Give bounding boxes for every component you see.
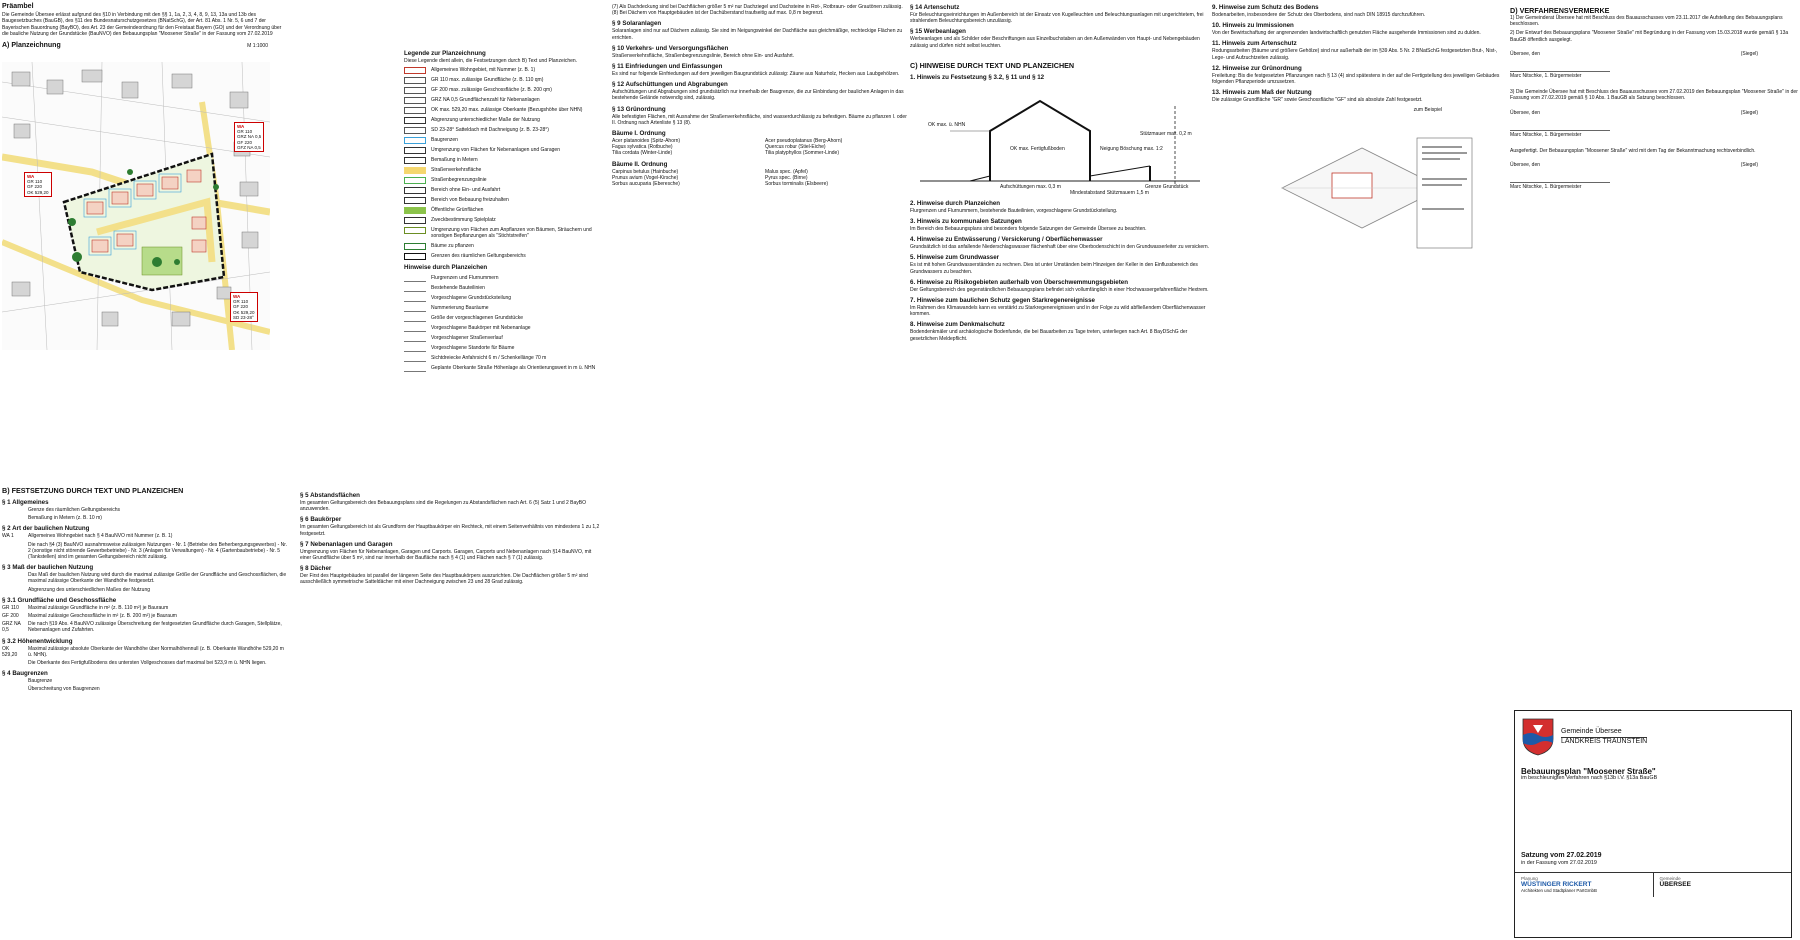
legend-hint-label: Geplante Oberkante Straße Höhenlage als Orientierungswert in m ü. NHN [431, 364, 596, 371]
district-name: LANDKREIS TRAUNSTEIN [1561, 737, 1648, 745]
section-row [2, 587, 288, 593]
legend-item [404, 117, 599, 124]
c-title: C) HINWEISE DURCH TEXT UND PLANZEICHEN [910, 60, 1075, 70]
plan-name: Bebauungsplan "Moosener Straße" [1521, 767, 1656, 776]
section-row [2, 605, 288, 611]
legend-symbol [404, 67, 426, 74]
section-text: Der First des Hauptgebäudes ist parallel der längeren Seite des Hauptbaukörpers auszurichten. Die Dachflächen größer 5 m² sind ausschließlich symmetrische Satteldächer mit einer Dachneigung zwischen 23 und 28 Grad zulässig. [300, 573, 588, 586]
row-key: WA 1 [2, 533, 14, 540]
legend-item [404, 217, 599, 224]
legend-item [404, 87, 599, 94]
legend-label: Bereich ohne Ein- und Ausfahrt [431, 187, 501, 194]
legend-item [404, 167, 599, 174]
procedure-para-2: 2) Der Entwurf des Bebauungsplans "Moosener Straße" mit Begründung in der Fassung vom 15.03.2018 wurde gemäß § 13a BauGB öffentlich ausgelegt. [1510, 30, 1789, 43]
legend-hint-label: Vorgeschlagene Standorte für Bäume [431, 344, 515, 351]
hint-heading: 11. Hinweis zum Artenschutz [1212, 40, 1297, 48]
legend-hint [404, 295, 599, 302]
hint-text: Flurgrenzen und Flurnummern, bestehende Bauteilinien, vorgeschlagene Grundstücksteilung. [910, 207, 1118, 214]
satzung-date: Satzung vom 27.02.2019 [1521, 852, 1602, 860]
legend-symbol [404, 177, 426, 184]
row-text: Bemaßung in Metern (z. B. 10 m) [28, 515, 102, 522]
hint-text: Im Rahmen des Klimawandels kann es verstärkt zu Starkregenereignissen und in der Folge zu wild abfließendem Oberflächenwasser kommen. [910, 305, 1206, 318]
legend-symbol [404, 227, 426, 234]
section-row [2, 572, 288, 584]
legend-hint-symbol [404, 365, 426, 372]
legend-symbol [404, 127, 426, 134]
column-3: (7) Als Dachdeckung sind bei Dachflächen größer 5 m² nur Dachziegel und Dachsteine in Rot-, Rotbraun- oder Grautönen zulässig. (8) Bei Dächern von Hauptgebäuden ist der Dachüberstand traufseitig auf max. 0,8 m begrenzt. § 9 Solaranlagen Solaranlagen sind nur auf Dächern zulässig. Sie sind im Neigungswinkel der Dachfläche aus gleichmäßige, rechteckige Flächen zu errichten. § 10 Verkehrs- und Versorgungsflächen Straßenverkehrsfläche, Straßenbegrenzungslinie, Bereich ohne Ein- und Ausfahrt. § 11 Einfriedungen und Einfassungen Es sind nur folgende Einfriedungen auf dem jeweiligen Baugrundstück zulässig: Zäune aus Naturholz, Hecken aus Laubgehölzen. § 12 Aufschüttungen und Abgrabungen Aufschüttungen und Abgrabungen sind grundsätzlich nur innerhalb der Baugrenze, die zur Einbindung der baulichen Anlagen in das bestehende Gelände notwendig sind, zulässig. § 13 Grünordnung Alle befestigten Flächen, mit Ausnahme der Straßenverkehrsfläche, sind wasserdurchlässig zu befestigen. Bäume zu pflanzen I. oder II. Ordnung nach Artenliste § 13 (8). Bäume I. Ordnung Acer platanoides (Spitz-Ahorn) Acer pseudoplatanus (Berg-Ahorn) Fagus sylvatica (Rotbuche) Quercus robur (Stiel-Eiche) Tilia cordata (Winter-Linde) Tilia platyphyllos (Sommer-Linde) Bäume II. Ordnung Carpinus betulus (Hainbuche) Malus spec. (Apfel) Prunus avium (Vogel-Kirsche) Pyrus spec. (Birne) Sorbus aucuparia (Eberesche) Sorbus torminalis (Elsbeere) [612, 0, 912, 940]
legend-label: Öffentliche Grünflächen [431, 207, 484, 214]
legend-hint-symbol [404, 295, 426, 302]
hint-text: Im Bereich des Bebauungsplans sind besonders folgende Satzungen der Gemeinde Übersee zu beachten. [910, 226, 1147, 233]
legend-hint-symbol [404, 315, 426, 322]
row-key [2, 678, 24, 684]
legend-hint [404, 315, 599, 322]
section-row [2, 621, 288, 633]
hint-heading: 2. Hinweise durch Planzeichen [910, 199, 1001, 207]
column-2-lower [300, 488, 600, 940]
section-row [2, 533, 288, 539]
legend-label: SD 23-28° Satteldach mit Dachneigung (z. B. 23-28°) [431, 127, 549, 134]
row-key: GRZ NA 0,5 [2, 621, 21, 634]
section-heading: § 11 Einfriedungen und Einfassungen [612, 63, 723, 71]
hint-heading: 10. Hinweis zu Immissionen [1212, 22, 1294, 30]
legend-symbol [404, 147, 426, 154]
row-key: GF 200 [2, 613, 19, 620]
legend-hint-symbol [404, 335, 426, 342]
legend-label: GF 200 max. zulässige Geschossfläche (z. B. 200 qm) [431, 87, 552, 94]
section-heading: § 13 Grünordnung [612, 105, 666, 113]
hint-text: Es ist mit hohen Grundwasserständen zu rechnen. Dies ist unter Umständen beim Hinzeigen der Keller in den Einflussbereich des Grundwassers zu beachten. [910, 262, 1198, 275]
section-heading: § 9 Solaranlagen [612, 20, 662, 28]
section-heading: § 2 Art der baulichen Nutzung [2, 525, 90, 533]
row-text: Überschreitung von Baugrenzen [28, 686, 100, 693]
legend-hint [404, 345, 599, 352]
hint-text: Bodendenkmäler und archäologische Bodenfunde, die bei Bauarbeiten zu Tage treten, unterliegen nach Art. 8 BayDSchG der gesetzlichen Meldepflicht. [910, 329, 1188, 342]
fassung-date: in der Fassung vom 27.02.2019 [1521, 859, 1597, 866]
legend-hint [404, 355, 599, 362]
row-text: Maximal zulässige Geschossfläche in m² (z. B. 200 m²) je Bauraum [28, 613, 177, 620]
row-key [2, 587, 24, 593]
legend-label: Straßenbegrenzungslinie [431, 177, 487, 184]
section-text: Solaranlagen sind nur auf Dächern zulässig. Sie sind im Neigungswinkel der Dachfläche aus gleichmäßige, rechteckige Flächen zu errichten. [612, 28, 903, 41]
hint-heading: 5. Hinweise zum Grundwasser [910, 254, 1000, 262]
legend-hint [404, 365, 599, 372]
legend-symbol [404, 137, 426, 144]
section-heading: § 1 Allgemeines [2, 499, 49, 506]
section-row [2, 542, 288, 561]
section-row [2, 660, 288, 666]
legend-intro: Diese Legende dient allein, die Festsetzungen durch B) Text und Planzeichen. [404, 58, 578, 64]
legend-label: GRZ NA 0,5 Grundflächenzahl für Nebenanlagen [431, 97, 540, 104]
section-text: Alle befestigten Flächen, mit Ausnahme der Straßenverkehrsfläche, sind wasserdurchlässig zu befestigen. Bäume zu pflanzen I. oder II. Ordnung nach Artenliste § 13 (8). [612, 113, 907, 126]
hint-text: Freileitung: Bis die festgesetzten Pflanzungen nach § 13 (4) sind spätestens in der auf die Fertigstellung des jeweiligen Gebäudes folgenden Pflanzperiode umzusetzen. [1212, 72, 1500, 86]
planner-name: WÜSTINGER RICKERT [1521, 881, 1592, 889]
section-heading: § 4 Baugrenzen [2, 670, 48, 678]
site-plan-map [2, 62, 270, 350]
row-key: GR 110 [2, 604, 19, 611]
row-text: Maximal zulässige Grundfläche in m² (z. B. 110 m²) je Bauraum [28, 604, 169, 611]
legend-hint-label: Vorgeschlagener Straßenverlauf [431, 334, 503, 341]
legend-label: Zweckbestimmung Spielplatz [431, 217, 496, 224]
row-text: Die Oberkante des Fertigfußbodens des untersten Vollgeschosses darf maximal bei 523,9 m ü. NHN liegen. [28, 660, 267, 667]
preamble-text: Die Gemeinde Übersee erlässt aufgrund des §10 in Verbindung mit den §§ 1, 1a, 2, 3, 4, 8, 9, 13, 13a und 13b des Baugesetzbuches (BauGB), des §11 des Bundesnaturschutzgesetzes (BNatSchG), der Art. 81 Abs. 1 Nr. 5, 6 und 7 der Bayerischen Bauordnung (BayBO), des Art. 23 der Gemeindeordnung für den Freistaat Bayern (GO) und der Verordnung über die bauliche Nutzung der Grundstücke (BauNVO) den Bebauungsplan "Moosener Straße" in der Fassung vom 27.02.2019 [2, 12, 282, 37]
wa-box-2: WA GR 110 GRZ NA 0,5 GF 220 GFZ NA 0,5 [234, 122, 264, 152]
legend-symbol [404, 253, 426, 260]
section-heading: § 12 Aufschüttungen und Abgrabungen [612, 81, 728, 89]
row-key [2, 515, 24, 521]
section-text: Straßenverkehrsfläche, Straßenbegrenzungslinie, Bereich ohne Ein- und Ausfahrt. [612, 52, 795, 59]
legend-item [404, 147, 599, 154]
section-text: Umgrenzung von Flächen für Nebenanlagen, Garagen und Carports. Garagen, Carports und Nebenanlagen nach §14 BauNVO, mit einer Grundfläche über 5 m², sind nur innerhalb der Baufläche nach § 4 (1) und Flächen nach § 7 (1) zulässig. [300, 548, 592, 562]
legend-hint-label: Nummerierung Bauräume [431, 304, 489, 311]
legend-item [404, 127, 599, 134]
legend-symbol [404, 157, 426, 164]
legend-symbol [404, 243, 426, 250]
hint-text: Von der Bewirtschaftung der angrenzenden landwirtschaftlich genutzten Fläche ausgehende Immissionen sind zu dulden. [1212, 30, 1481, 37]
hint-heading: 4. Hinweise zu Entwässerung / Versickerung / Oberflächenwasser [910, 236, 1103, 244]
legend-item [404, 253, 599, 260]
legend-symbol [404, 77, 426, 84]
legend-hint-symbol [404, 345, 426, 352]
section-heading: § 7 Nebenanlagen und Garagen [300, 540, 393, 548]
legend-label: Umgrenzung von Flächen für Nebenanlagen und Garagen [431, 147, 560, 154]
client-name: ÜBERSEE [1659, 881, 1691, 889]
legend-label: Straßenverkehrsfläche [431, 167, 482, 174]
legend-label: Bereich von Bebauung freizuhalten [431, 197, 509, 204]
plan-title: A) Planzeichnung [2, 42, 61, 50]
row-text: Maximal zulässige absolute Oberkante der Wandhöhe über Normalhöhennull (z. B. Oberkante Wandhöhe 529,20 m ü. NHN). [28, 645, 284, 658]
legend-label: Grenzen des räumlichen Geltungsbereichs [431, 252, 526, 259]
column-6: D) VERFAHRENSVERMERKE 1) Der Gemeinderat Übersee hat mit Beschluss des Bauausschusses vom 23.11.2017 die Aufstellung des Bebauungsplans beschlossen. 2) Der Entwurf des Bebauungsplans "Moosener Straße" mit Begründung in der Fassung vom 15.03.2018 wurde gemäß § 13a BauGB öffentlich ausgelegt. Übersee, den (Siegel) Marc Nitschke, 1. Bürgermeister 3) Die Gemeinde Übersee hat mit Beschluss des Bauausschusses vom 27.02.2019 den Bebauungsplan "Moosener Straße" in der Fassung vom 27.02.2019 gemäß § 10 Abs. 1 BauGB als Satzung beschlossen. Übersee, den (Siegel) Marc Nitschke, 1. Bürgermeister Ausgefertigt. Der Bebauungsplan "Moosener Straße" wird mit dem Tag der Bekanntmachung rechtsverbindlich. Übersee, den (Siegel) Marc Nitschke, 1. Bürgermeister Gemeinde Übersee LANDKREIS TRAUNSTEIN Bebauungsplan "Moosener Straße" im beschleunigten Verfahren nach §13b i.V. §13a BauGB Satzung vom 27.02.2019 in der Fassung vom 27.02.2019 Planung WÜSTINGER RICKERT Architekten und Stadtplaner PartGmbB Gemeinde ÜBERSEE [1510, 0, 1798, 940]
row-text: Grenze des räumlichen Geltungsbereichs [28, 507, 120, 513]
hint-heading: 7. Hinweise zum baulichen Schutz gegen Starkregenereignisse [910, 297, 1095, 305]
hints-title: Hinweise durch Planzeichen [404, 263, 488, 271]
species-title-2: Bäume II. Ordnung [612, 160, 668, 168]
procedure-para-1: 1) Der Gemeinderat Übersee hat mit Beschluss des Bauausschusses vom 23.11.2017 die Aufstellung des Bebauungsplans beschlossen. [1510, 15, 1783, 28]
section-text: Aufschüttungen und Abgrabungen sind grundsätzlich nur innerhalb der Baugrenze, die zur Einbindung der baulichen Anlagen in das bestehende Gelände notwendig sind, zulässig. [612, 89, 904, 102]
legend-label: GR 110 max. zulässige Grundfläche (z. B. 110 qm) [431, 77, 544, 84]
section-text: Im gesamten Geltungsbereich des Bebauungsplans sind die Regelungen zu Abstandsflächen nach Art. 6 (5) Satz 1 und 2 BayBO anzuwenden. [300, 500, 587, 513]
section-text: Es sind nur folgende Einfriedungen auf dem jeweiligen Baugrundstück zulässig: Zäune aus Naturholz, Hecken aus Laubgehölzen. [612, 71, 900, 78]
hint-heading: 12. Hinweise zur Grünordnung [1212, 64, 1302, 72]
section-row [2, 646, 288, 658]
legend-label: Bemaßung in Metern [431, 157, 478, 164]
legend-hint [404, 275, 599, 282]
section-text: Für Beleuchtungseinrichtungen im Außenbereich ist der Einsatz von Kugelleuchten und Beleuchtungsanlagen mit ungerichtetem, frei strahlendem Beleuchtungsbereich unzulässig. [910, 12, 1204, 25]
row-text: Allgemeines Wohngebiet nach § 4 BauNVO mit Nummer (z. B. 1) [28, 533, 173, 540]
example-label: zum Beispiel [1413, 107, 1442, 114]
row-key [2, 542, 24, 561]
legend-hint [404, 285, 599, 292]
legend-item [404, 243, 599, 250]
c1-title: 1. Hinweis zu Festsetzung § 3.2, § 11 und § 12 [910, 73, 1045, 81]
legend-hint [404, 305, 599, 312]
legend-hint-label: Bestehende Bauteilinien [431, 284, 485, 291]
section-heading: § 3.2 Höhenentwicklung [2, 637, 73, 645]
row-key [2, 572, 24, 584]
plan-procedure: im beschleunigten Verfahren nach §13b i.V. §13a BauGB [1521, 775, 1658, 782]
legend-item [404, 67, 599, 74]
legend-label: OK max. 529,20 max. zulässige Oberkante (Bezugshöhe über NHN) [431, 107, 583, 114]
section-text: Im gesamten Geltungsbereich ist als Grundform der Hauptbaukörper ein Rechteck, mit einem Seitenverhältnis von mindestens 1 zu 1,2 festgesetzt. [300, 524, 600, 537]
legend-hint-label: Vorgeschlagene Grundstücksteilung [431, 294, 512, 301]
hint-heading: 6. Hinweise zu Risikogebieten außerhalb von Überschwemmungsgebieten [910, 278, 1128, 286]
section-heading: § 8 Dächer [300, 565, 332, 573]
legend-label: Umgrenzung von Flächen zum Anpflanzen von Bäumen, Sträuchern und sonstigen Bepflanzungen als "Stichtstreifen" [431, 227, 592, 240]
section-heading: § 3.1 Grundfläche und Geschossfläche [2, 596, 117, 604]
species-title-1: Bäume I. Ordnung [612, 130, 666, 138]
legend-symbol [404, 167, 426, 174]
legend-symbol [404, 207, 426, 214]
legend-item [404, 107, 599, 114]
legend-symbol [404, 107, 426, 114]
procedure-para-3: 3) Die Gemeinde Übersee hat mit Beschluss des Bauausschusses vom 27.02.2019 den Bebauungsplan "Moosener Straße" in der Fassung vom 27.02.2019 gemäß § 10 Abs. 1 BauGB als Satzung beschlossen. [1510, 89, 1798, 102]
row-key: OK 529,20 [2, 645, 18, 658]
hint-text: Die zulässige Grundfläche "GR" sowie Geschossfläche "GF" sind als absolute Zahl festgesetzt. [1212, 97, 1423, 104]
legend-hint [404, 325, 599, 332]
legend-item [404, 227, 599, 239]
legend-item [404, 207, 599, 214]
legend-symbol [404, 187, 426, 194]
legend-hint-label: Flurgrenzen und Flurnummern [431, 274, 499, 281]
row-text: Baugrenze [28, 678, 53, 685]
text-b-block [2, 480, 288, 940]
legend-label: Bäume zu pflanzen [431, 242, 474, 249]
legend-symbol [404, 87, 426, 94]
legend-title: Legende zur Planzeichnung [404, 50, 486, 57]
section-row [2, 515, 288, 521]
hint-text: Der Geltungsbereich des gegenständlichen Bebauungsplans befindet sich vollumfänglich in einer Hochwassergefahrenfläche Hextrem. [910, 286, 1209, 293]
row-text: Das Maß der baulichen Nutzung wird durch die maximal zulässige Größe der Grundfläche und Geschossflächen, die maximal zulässige Oberkante der Wandhöhe festgesetzt. [28, 572, 287, 585]
section-text: Werbeanlagen und als Schilder oder Beschriftungen aus Einzelbuchstaben an den Außenwänden von Haupt- und Nebengebäuden zulässig und dürfen nicht selbst leuchten. [910, 36, 1200, 49]
legend-label: Baugrenzen [431, 137, 458, 144]
text-b-title: B) FESTSETZUNG DURCH TEXT UND PLANZEICHEN [2, 486, 184, 495]
row-text: Die nach §4 (3) BauNVO ausnahmsweise zulässigen Nutzungen - Nr. 1 (Betriebe des Beherbergungsgewerbes) - Nr. 2 (sonstige nicht störende Gewerbebetriebe) - Nr. 3 (Anlagen für Verwaltungen) - Nr. 4 (Gartenbaubetriebe) - Nr. 5 (Tankstellen) sind im gesamten Geltungsbereich nicht zulässig. [28, 541, 288, 561]
legend-item [404, 157, 599, 164]
legend-item [404, 137, 599, 144]
row-key [2, 507, 24, 513]
row-text: Die nach §19 Abs. 4 BauNVO zulässige Überschreitung der festgesetzten Grundfläche durch Garagen, Stellplätze, Nebenanlagen und Zufahrten. [28, 621, 282, 634]
row-key [2, 660, 24, 666]
section-heading: § 15 Werbeanlagen [910, 28, 966, 36]
hint-text: Bodenarbeiten, insbesondere der Schutz des Oberbodens, sind nach DIN 18915 durchzuführen. [1212, 12, 1426, 18]
row-text: Abgrenzung des unterschiedlichen Maßes der Nutzung [28, 586, 151, 593]
wa-box-3: WA GR 110 GF 220 OK 529,20 SD 23-28° [230, 292, 258, 322]
legend-hint-symbol [404, 355, 426, 362]
section-row [2, 678, 288, 684]
legend-symbol [404, 217, 426, 224]
section-row [2, 507, 288, 513]
example-drawing [1242, 118, 1502, 270]
legend-label: Allgemeines Wohngebiet, mit Nummer (z. B. 1) [431, 67, 536, 74]
procedure-para-4: Ausgefertigt. Der Bebauungsplan "Moosener Straße" wird mit dem Tag der Bekanntmachung rechtsverbindlich. [1510, 148, 1756, 155]
procedure-title: D) VERFAHRENSVERMERKE [1510, 6, 1610, 15]
section-row [2, 686, 288, 692]
section-row [2, 613, 288, 619]
section-heading: § 6 Baukörper [300, 516, 342, 524]
legend-item [404, 97, 599, 104]
section-diagram: OK max. ü. NHN OK max. Fertigfußboden Neigung Böschung max. 1:2 Stützmauer max. 0,2 m Aufschüttungen max. 0,3 m Grenze Grundstück Mindestabstand Stützmauern 1,5 m [910, 86, 1210, 196]
legend-item [404, 197, 599, 204]
legend-item [404, 187, 599, 194]
section-heading: § 10 Verkehrs- und Versorgungsflächen [612, 44, 729, 52]
column-4 [910, 0, 1210, 940]
legend-item [404, 77, 599, 84]
preamble-title: Präambel [2, 3, 34, 10]
legend-label: Abgrenzung unterschiedlicher Maße der Nutzung [431, 117, 540, 124]
plan-scale: M 1:1000 [247, 43, 268, 50]
municipality-name: Gemeinde Übersee [1561, 729, 1647, 737]
section-heading: § 14 Artenschutz [910, 4, 960, 11]
column-5 [1212, 0, 1502, 940]
legend-hint-symbol [404, 285, 426, 292]
hint-text: Rodungsarbeiten (Bäume und größere Gehölze) sind nur außerhalb der im §39 Abs. 5 Nr. 2 BNatSchG festgesetzten Brut-, Nist-, Lege- und Aufzuchtzeiten zulässig. [1212, 48, 1498, 61]
legend-hint-symbol [404, 325, 426, 332]
section-heading: § 5 Abstandsflächen [300, 492, 360, 499]
hint-heading: 8. Hinweise zum Denkmalschutz [910, 321, 1005, 329]
legend-hint [404, 335, 599, 342]
legend-symbol [404, 97, 426, 104]
row-key [2, 686, 24, 692]
title-block: Gemeinde Übersee LANDKREIS TRAUNSTEIN Bebauungsplan "Moosener Straße" im beschleunigten Verfahren nach §13b i.V. §13a BauGB Satzung vom 27.02.2019 in der Fassung vom 27.02.2019 Planung WÜSTINGER RICKERT Architekten und Stadtplaner PartGmbB Gemeinde ÜBERSEE [1514, 710, 1792, 938]
hint-heading: 9. Hinweise zum Schutz des Bodens [1212, 4, 1319, 11]
hint-text: Grundsätzlich ist das anfallende Niederschlagswasser flächenhaft über eine Oberbodenschicht in den Grundwasserleiter zu versickern. [910, 244, 1210, 251]
coat-of-arms-icon [1521, 717, 1555, 757]
hint-heading: 3. Hinweis zu kommunalen Satzungen [910, 218, 1022, 226]
legend-item [404, 177, 599, 184]
legend-hint-label: Sichtdreiecke Anfahrsicht 6 m / Schenkellänge 70 m [431, 354, 547, 361]
legend-symbol [404, 117, 426, 124]
legend-hint-symbol [404, 275, 426, 282]
hint-heading: 13. Hinweis zum Maß der Nutzung [1212, 89, 1312, 97]
section-heading: § 3 Maß der baulichen Nutzung [2, 564, 94, 572]
legend-symbol [404, 197, 426, 204]
wa-box-1: WA GR 110 GF 220 OK 529,20 [24, 172, 52, 197]
legend-hint-label: Vorgeschlagene Baukörper mit Nebenanlage [431, 324, 531, 331]
legend-hint-label: Größe der vorgeschlagenen Grundstücke [431, 314, 523, 321]
legend-hint-symbol [404, 305, 426, 312]
